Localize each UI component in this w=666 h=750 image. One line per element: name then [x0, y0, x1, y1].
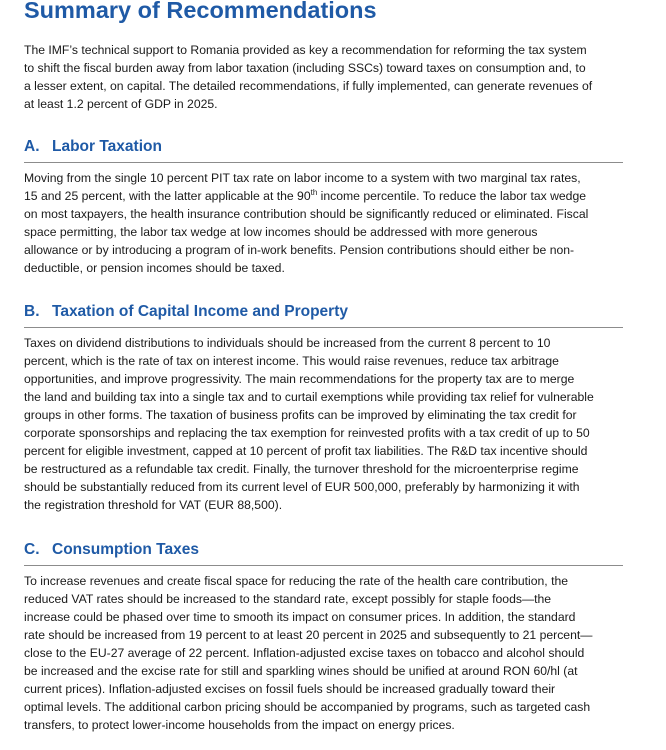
section-c-line: current prices). Inflation-adjusted excises on fossil fuels should be increased gradually toward their: [24, 682, 556, 696]
section-c-title: Consumption Taxes: [52, 541, 199, 558]
intro-line: a lesser extent, on capital. The detailed recommendations, if fully implemented, can generate revenues of: [24, 79, 593, 93]
section-c-line: To increase revenues and create fiscal space for reducing the rate of the health care contribution, the: [24, 574, 569, 588]
section-c-letter: C.: [24, 541, 40, 558]
section-c-line: optimal levels. The additional carbon pricing should be accompanied by programs, such as targeted cash: [24, 700, 591, 714]
section-a-line: on most taxpayers, the health insurance contribution should be significantly reduced or eliminated. Fiscal: [24, 207, 589, 221]
section-c-line: transfers, to protect lower-income households from the impact on energy prices.: [24, 718, 455, 732]
section-b-divider: [24, 327, 623, 328]
section-b-line: should be substantially reduced from its current level of EUR 500,000, preferably by harmonizing it with: [24, 480, 580, 494]
intro-line: The IMF’s technical support to Romania provided as key a recommendation for reforming the tax system: [24, 43, 587, 57]
section-b-line: corporate sponsorships and replacing the tax exemption for reinvested profits with a tax credit of up to 50: [24, 426, 590, 440]
section-c-line: be increased and the excise rate for still and sparkling wines should be unified at around RON 60/hl (at: [24, 664, 578, 678]
section-b-line: opportunities, and improve progressivity. The main recommendations for the property tax are to merge: [24, 372, 575, 386]
section-a-title: Labor Taxation: [52, 138, 162, 155]
section-a-line2-start: 15 and 25 percent, with the latter applicable at the 90: [24, 189, 311, 203]
section-c-line: increase could be phased over time to smooth its impact on consumer prices. In addition, the standard: [24, 610, 576, 624]
section-b-line: Taxes on dividend distributions to individuals should be increased from the current 8 percent to 10: [24, 336, 551, 350]
section-c-line: rate should be increased from 19 percent to at least 20 percent in 2025 and subsequently to 21 percent—: [24, 628, 593, 642]
section-b-line: percent for eligible investment, capped at 10 percent of profit tax liabilities. The R&D tax incentive should: [24, 444, 588, 458]
page-title: Summary of Recommendations: [24, 0, 377, 23]
section-c-heading: [24, 541, 624, 559]
section-a-divider: [24, 162, 623, 163]
superscript-th: th: [310, 188, 318, 197]
section-c-line: close to the EU-27 average of 22 percent. Inflation-adjusted excise taxes on tobacco and alcohol should: [24, 646, 585, 660]
section-b-heading: [24, 303, 624, 321]
section-c-divider: [24, 565, 623, 566]
section-b-line: groups in other forms. The taxation of business profits can be improved by eliminating the tax credit for: [24, 408, 577, 422]
section-b-line: the land and building tax into a single tax and to curtail exemptions while providing tax relief for vulnerable: [24, 390, 594, 404]
section-a-line: deductible, or pension incomes should be taxed.: [24, 261, 285, 275]
section-a-line: [24, 187, 630, 205]
section-a-line: allowance or by introducing a program of in-work benefits. Pension contributions should either be non-: [24, 243, 575, 257]
section-a-line2-end: income percentile. To reduce the labor tax wedge: [317, 189, 587, 203]
intro-paragraph: [24, 41, 630, 113]
section-a-line: Moving from the single 10 percent PIT tax rate on labor income to a system with two marginal tax rates,: [24, 171, 581, 185]
section-c-paragraph: [24, 572, 630, 734]
section-c-line: reduced VAT rates should be increased to the standard rate, except possibly for staple foods—the: [24, 592, 552, 606]
intro-line: to shift the fiscal burden away from labor taxation (including SSCs) toward taxes on consumption and, to: [24, 61, 586, 75]
section-b-line: be restructured as a refundable tax credit. Finally, the turnover threshold for the microenterprise regime: [24, 462, 579, 476]
section-b-line: percent, which is the rate of tax on interest income. This would raise revenues, reduce tax arbitrage: [24, 354, 559, 368]
section-b-letter: B.: [24, 303, 40, 320]
section-a-heading: [24, 138, 624, 156]
section-a-line: space permitting, the labor tax wedge at low incomes should be addressed with more generous: [24, 225, 538, 239]
section-b-paragraph: [24, 334, 630, 514]
intro-line: at least 1.2 percent of GDP in 2025.: [24, 97, 218, 111]
section-b-line: the registration threshold for VAT (EUR 88,500).: [24, 498, 283, 512]
section-b-title: Taxation of Capital Income and Property: [52, 303, 348, 320]
section-a-paragraph: [24, 169, 630, 277]
section-a-letter: A.: [24, 138, 40, 155]
